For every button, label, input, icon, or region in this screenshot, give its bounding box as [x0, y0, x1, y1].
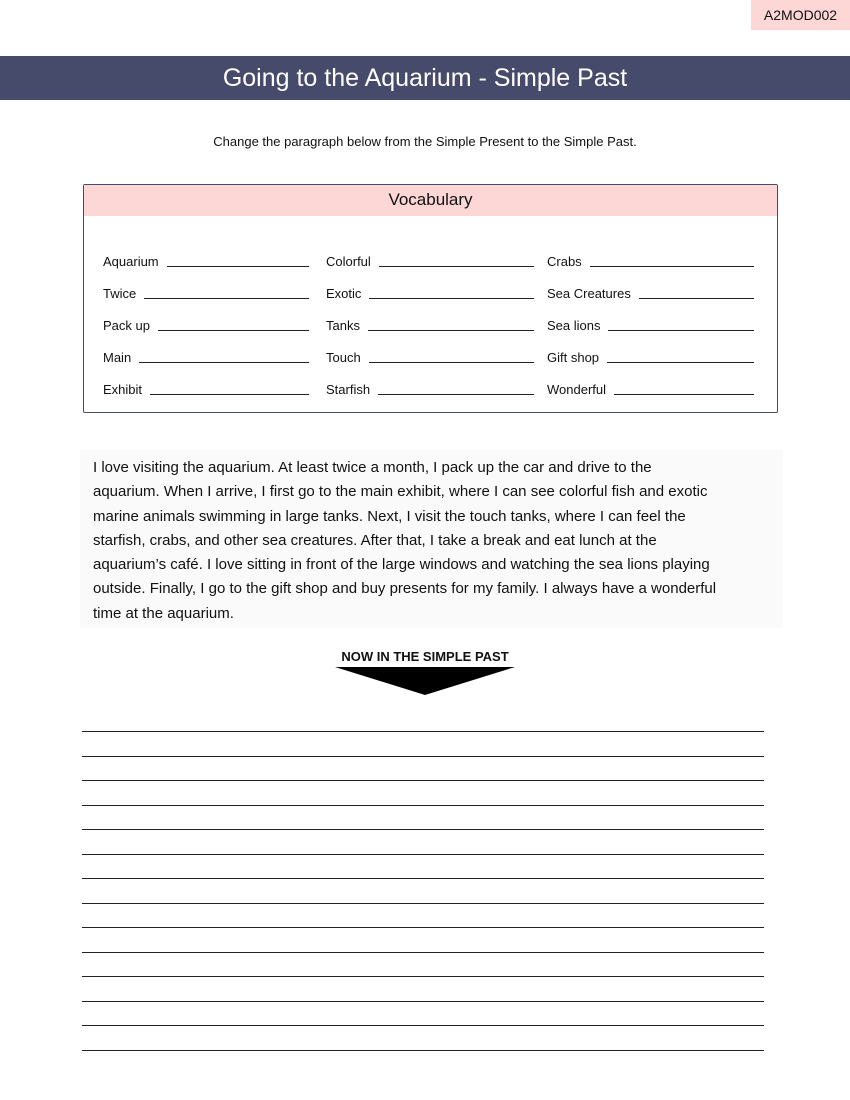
vocabulary-item: [547, 301, 754, 333]
writing-line[interactable]: [82, 952, 764, 953]
vocabulary-word: Touch: [326, 350, 361, 365]
vocabulary-word: Aquarium: [103, 254, 159, 269]
vocabulary-item: [103, 269, 309, 301]
vocabulary-item: [547, 269, 754, 301]
vocabulary-item: [326, 237, 534, 269]
writing-line[interactable]: [82, 731, 764, 732]
vocabulary-column: [547, 237, 754, 397]
paragraph-line: I love visiting the aquarium. At least twice a month, I pack up the car and drive to the: [93, 459, 652, 476]
vocabulary-word: Sea lions: [547, 318, 601, 333]
vocabulary-word: Starfish: [326, 382, 371, 397]
writing-line[interactable]: [82, 854, 764, 855]
vocabulary-word: Exhibit: [103, 382, 143, 397]
vocabulary-answer-blank[interactable]: [144, 284, 309, 299]
writing-line[interactable]: [82, 805, 764, 806]
paragraph-line: outside. Finally, I go to the gift shop and buy presents for my family. I always have a wonderful: [93, 580, 717, 598]
vocabulary-column: [326, 237, 534, 397]
vocabulary-word: Tanks: [326, 318, 360, 333]
vocabulary-answer-blank[interactable]: [139, 348, 309, 363]
vocabulary-item: [547, 365, 754, 397]
vocabulary-answer-blank[interactable]: [369, 348, 534, 363]
paragraph-line: aquarium. When I arrive, I first go to the main exhibit, where I can see colorful fish and exotic: [93, 483, 708, 501]
vocabulary-item: [326, 333, 534, 365]
vocabulary-answer-blank[interactable]: [368, 316, 534, 331]
vocabulary-answer-blank[interactable]: [378, 380, 534, 395]
instructions-text: Change the paragraph below from the Simple Present to the Simple Past.: [213, 134, 637, 149]
vocabulary-word: Colorful: [326, 254, 371, 269]
writing-line[interactable]: [82, 1025, 764, 1026]
vocabulary-answer-blank[interactable]: [167, 252, 309, 267]
vocabulary-item: [103, 365, 309, 397]
vocabulary-word: Sea Creatures: [547, 286, 631, 301]
paragraph-line: marine animals swimming in large tanks. Next, I visit the touch tanks, where I can feel the: [93, 507, 686, 525]
writing-line[interactable]: [82, 1001, 764, 1002]
paragraph-line: time at the aquarium.: [93, 604, 234, 622]
writing-line[interactable]: [82, 829, 764, 830]
paragraph-line: aquarium’s café. I love sitting in front of the large windows and watching the sea lions playing: [93, 556, 710, 574]
vocabulary-box: [83, 184, 778, 413]
vocabulary-word: Twice: [103, 286, 137, 301]
vocabulary-item: [326, 301, 534, 333]
vocabulary-item: [547, 237, 754, 269]
writing-line[interactable]: [82, 878, 764, 879]
vocabulary-answer-blank[interactable]: [608, 316, 754, 331]
vocabulary-word: Wonderful: [547, 382, 607, 397]
vocabulary-answer-blank[interactable]: [639, 284, 754, 299]
vocabulary-word: Exotic: [326, 286, 362, 301]
writing-line[interactable]: [82, 976, 764, 977]
vocabulary-item: [103, 237, 309, 269]
vocabulary-word: Pack up: [103, 318, 150, 333]
vocabulary-word: Gift shop: [547, 350, 600, 365]
vocabulary-answer-blank[interactable]: [150, 380, 309, 395]
vocabulary-answer-blank[interactable]: [614, 380, 754, 395]
down-arrow-icon: [335, 667, 515, 695]
present-tense-paragraph: [80, 450, 783, 628]
vocabulary-item: [547, 333, 754, 365]
vocabulary-answer-blank[interactable]: [607, 348, 754, 363]
vocabulary-heading: Vocabulary: [84, 185, 777, 216]
vocabulary-item: [103, 333, 309, 365]
vocabulary-answer-blank[interactable]: [158, 316, 309, 331]
vocabulary-word: Main: [103, 350, 132, 365]
writing-line[interactable]: [82, 927, 764, 928]
writing-line[interactable]: [82, 756, 764, 757]
vocabulary-item: [326, 365, 534, 397]
simple-past-label: NOW IN THE SIMPLE PAST: [341, 649, 509, 664]
vocabulary-item: [326, 269, 534, 301]
vocabulary-answer-blank[interactable]: [590, 252, 754, 267]
worksheet-code: A2MOD002: [751, 0, 850, 30]
writing-line[interactable]: [82, 780, 764, 781]
vocabulary-column: [103, 237, 309, 397]
writing-line[interactable]: [82, 1050, 764, 1051]
writing-line[interactable]: [82, 903, 764, 904]
vocabulary-item: [103, 301, 309, 333]
page-title: Going to the Aquarium - Simple Past: [0, 56, 850, 100]
paragraph-line: starfish, crabs, and other sea creatures. After that, I take a break and eat lunch at the: [93, 531, 657, 549]
vocabulary-answer-blank[interactable]: [369, 284, 534, 299]
vocabulary-answer-blank[interactable]: [379, 252, 534, 267]
vocabulary-word: Crabs: [547, 254, 582, 269]
